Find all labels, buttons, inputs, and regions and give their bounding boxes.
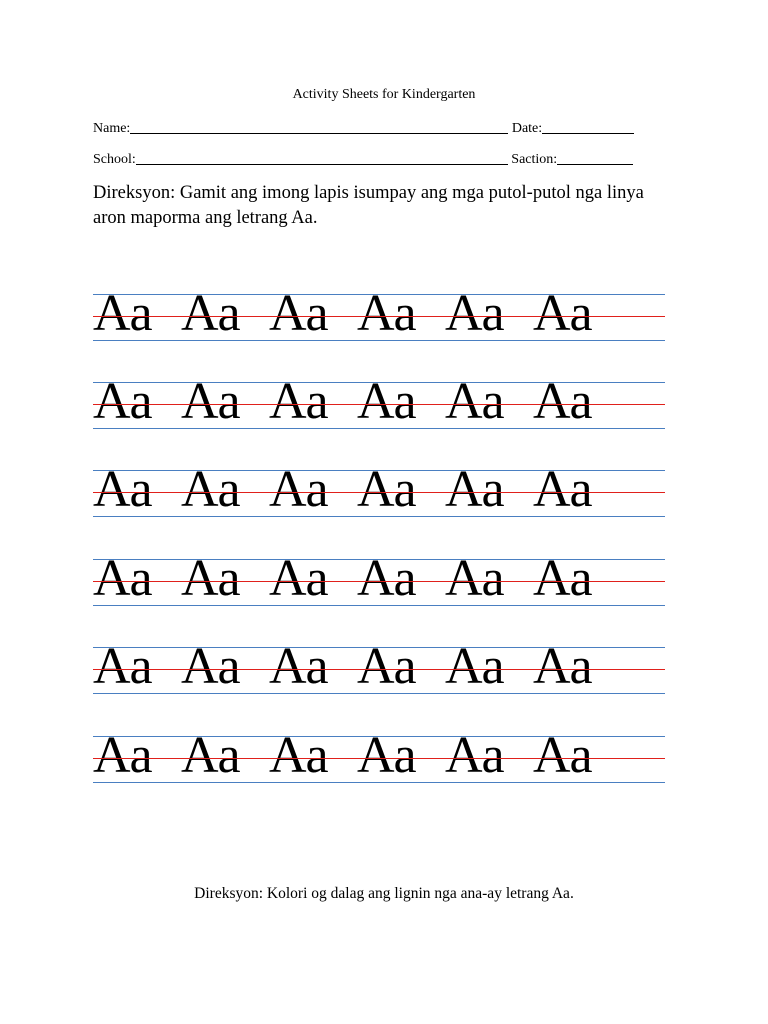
tracing-letter: Aa [181, 550, 240, 607]
page-title: Activity Sheets for Kindergarten [292, 87, 476, 102]
tracing-letter: Aa [533, 461, 592, 518]
red-guide-line [93, 492, 665, 493]
tracing-letter: Aa [533, 727, 592, 784]
practice-row [93, 638, 665, 695]
school-section-row [93, 150, 653, 168]
tracing-letter: Aa [357, 727, 416, 784]
section-label: Saction: [511, 152, 558, 167]
date-field[interactable] [542, 119, 634, 134]
tracing-letter: Aa [269, 285, 328, 342]
name-date-row [93, 119, 653, 137]
tracing-letter: Aa [357, 461, 416, 518]
tracing-letter: Aa [533, 285, 592, 342]
tracing-letter: Aa [445, 461, 504, 518]
tracing-letter: Aa [93, 727, 152, 784]
practice-row [93, 727, 665, 784]
direction-main: Direksyon: Gamit ang imong lapis isumpay ang mga putol-putol nga linya aron maporma ang letrang Aa. [93, 183, 644, 228]
practice-row [93, 373, 665, 430]
tracing-letter: Aa [269, 550, 328, 607]
tracing-letter: Aa [445, 285, 504, 342]
name-field[interactable] [130, 119, 508, 134]
tracing-letter: Aa [533, 550, 592, 607]
tracing-letter: Aa [93, 550, 152, 607]
section-field[interactable] [557, 150, 633, 165]
tracing-letter: Aa [93, 461, 152, 518]
tracing-letter: Aa [181, 461, 240, 518]
date-label: Date: [511, 121, 543, 136]
tracing-letter: Aa [445, 638, 504, 695]
tracing-letter: Aa [93, 638, 152, 695]
red-guide-line [93, 758, 665, 759]
red-guide-line [93, 316, 665, 317]
tracing-letter: Aa [445, 373, 504, 430]
tracing-letter: Aa [181, 285, 240, 342]
school-label: School: [93, 152, 136, 167]
tracing-letter: Aa [357, 550, 416, 607]
practice-row [93, 285, 665, 342]
tracing-letter: Aa [357, 638, 416, 695]
tracing-letter: Aa [93, 373, 152, 430]
tracing-letter: Aa [269, 373, 328, 430]
direction-bottom: Direksyon: Kolori og dalag ang lignin nga ana-ay letrang Aa. [194, 885, 574, 902]
tracing-letter: Aa [357, 373, 416, 430]
letter-group [93, 551, 621, 607]
red-guide-line [93, 404, 665, 405]
tracing-letter: Aa [445, 727, 504, 784]
tracing-letter: Aa [181, 638, 240, 695]
tracing-letter: Aa [181, 373, 240, 430]
tracing-letter: Aa [357, 285, 416, 342]
letter-group [93, 728, 621, 784]
tracing-letter: Aa [269, 727, 328, 784]
letter-group [93, 374, 621, 430]
tracing-letter: Aa [269, 638, 328, 695]
tracing-letter: Aa [533, 373, 592, 430]
letter-group [93, 286, 621, 342]
red-guide-line [93, 669, 665, 670]
name-label: Name: [93, 121, 131, 136]
practice-row [93, 461, 665, 518]
practice-row [93, 550, 665, 607]
tracing-letter: Aa [269, 461, 328, 518]
tracing-letter: Aa [445, 550, 504, 607]
red-guide-line [93, 581, 665, 582]
school-field[interactable] [136, 150, 508, 165]
tracing-letter: Aa [181, 727, 240, 784]
tracing-letter: Aa [533, 638, 592, 695]
tracing-letter: Aa [93, 285, 152, 342]
letter-group [93, 639, 621, 695]
letter-group [93, 462, 621, 518]
